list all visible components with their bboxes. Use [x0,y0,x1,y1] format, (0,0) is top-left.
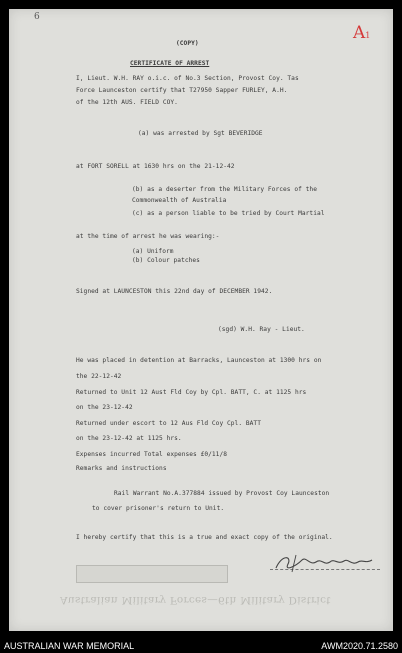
faded-stamp-box [76,565,228,583]
detention-line: He was placed in detention at Barracks, Launceston at 1300 hrs on [76,357,322,364]
arrest-place-line: at FORT SORELL at 1630 hrs on the 21-12-42 [76,163,235,170]
red-annotation [353,23,370,43]
detention-line: Returned under escort to 12 Aus Fld Coy Cpl. BATT [76,420,261,427]
rail-warrant-line: Rail Warrant No.A.377884 issued by Provost Coy Launceston [114,490,330,497]
document-title: CERTIFICATE OF ARREST [130,60,210,67]
intro-line: I, Lieut. W.H. RAY o.i.c. of No.3 Section, Provost Coy. Tas [76,75,299,82]
court-martial-line: (c) as a person liable to be tried by Court Martial [132,210,325,217]
detention-line: on the 23-12-42 at 1125 hrs. [76,435,182,442]
footer-accession: AWM2020.71.2580 [321,641,398,651]
intro-line: Force Launceston certify that T27950 Sapper FURLEY, A.H. [76,87,288,94]
rail-warrant-line: to cover prisoner's return to Unit. [92,505,225,512]
detention-line: the 22-12-42 [76,373,122,380]
wearing-item: (a) Uniform [132,248,174,255]
bleed-through-text: Australian Military Forces—6th Military District [60,594,331,606]
copy-label: (COPY) [176,40,199,47]
intro-line: of the 12th AUS. FIELD COY. [76,99,178,106]
footer-source: AUSTRALIAN WAR MEMORIAL [4,641,135,651]
detention-line: on the 23-12-42 [76,404,133,411]
wearing-item: (b) Colour patches [132,257,200,264]
handwritten-signature [272,552,382,574]
red-annotation-letter: A [353,23,366,43]
detention-line: Expenses incurred Total expenses £0/11/8 [76,451,228,458]
signed-line: Signed at LAUNCESTON this 22nd day of DECEMBER 1942. [76,288,273,295]
wearing-line: at the time of arrest he was wearing:- [76,233,220,240]
certify-line: I hereby certify that this is a true and exact copy of the original. [76,534,333,541]
sgd-line: (sgd) W.H. Ray - Lieut. [218,326,305,333]
detention-line: Remarks and instructions [76,465,167,472]
deserter-line: (b) as a deserter from the Military Forces of the [132,186,317,193]
arrested-by-line: (a) was arrested by Sgt BEVERIDGE [138,130,263,137]
detention-line: Returned to Unit 12 Aust Fld Coy by Cpl. BATT, C. at 1125 hrs [76,389,307,396]
page-number-mark: 6 [34,12,40,22]
deserter-line: Commonwealth of Australia [132,197,227,204]
red-annotation-sub: 1 [365,31,371,40]
